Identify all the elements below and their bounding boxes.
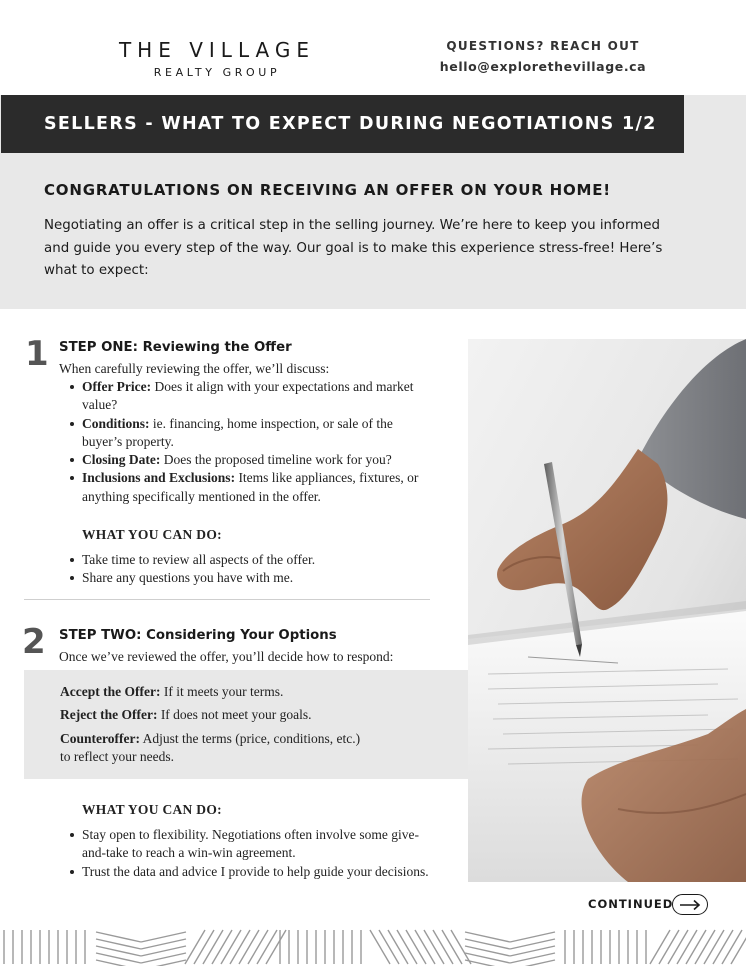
list-item: Stay open to flexibility. Negotiations often involve some give-and-take to reach a win-win agreement. (70, 826, 440, 863)
step-two-intro: Once we’ve reviewed the offer, you’ll decide how to respond: (59, 649, 394, 664)
option-counteroffer-cont: to reflect your needs. (60, 749, 174, 764)
option-reject: Reject the Offer: If does not meet your goals. (60, 707, 312, 722)
step-two-title: STEP TWO: Considering Your Options (59, 628, 337, 643)
page-title: SELLERS - WHAT TO EXPECT DURING NEGOTIATIONS 1/2 (44, 114, 657, 134)
decorative-pattern (0, 928, 746, 966)
intro-heading: CONGRATULATIONS ON RECEIVING AN OFFER ON YOUR HOME! (44, 181, 611, 199)
step-one-intro: When carefully reviewing the offer, we’ll discuss: (59, 361, 330, 376)
step-two-action-list (70, 826, 440, 881)
option-accept: Accept the Offer: If it meets your terms. (60, 684, 284, 699)
step-two-number: 2 (22, 622, 46, 662)
step-one-action-list (70, 551, 430, 588)
list-item: Trust the data and advice I provide to help guide your decisions. (70, 863, 440, 881)
continued-label[interactable]: CONTINUED (588, 897, 674, 911)
step-one-title: STEP ONE: Reviewing the Offer (59, 340, 292, 355)
step-two-what-you-can-do: WHAT YOU CAN DO: (82, 802, 222, 817)
arrow-right-icon (678, 899, 702, 911)
step-one-what-you-can-do: WHAT YOU CAN DO: (82, 527, 222, 542)
contact-email[interactable]: hello@explorethevillage.ca (439, 59, 647, 74)
list-item: Conditions: ie. financing, home inspection, or sale of the buyer’s property. (70, 415, 420, 452)
intro-paragraph: Negotiating an offer is a critical step in the selling journey. We’re here to keep you informed and guide you every step of the way. Our goal is to make this experience stress-free! Here’s what to expect: (44, 218, 663, 278)
list-item: Take time to review all aspects of the offer. (70, 551, 430, 569)
logo-main-text: THE VILLAGE (118, 38, 316, 62)
title-bar (1, 95, 684, 153)
option-counteroffer: Counteroffer: Adjust the terms (price, conditions, etc.) (60, 731, 361, 746)
options-box (24, 670, 468, 779)
list-item: Share any questions you have with me. (70, 569, 430, 587)
contact-block (428, 39, 658, 74)
step-one-discussion-list (70, 378, 420, 506)
logo-sub-text: REALTY GROUP (153, 66, 281, 79)
list-item: Offer Price: Does it align with your expectations and market value? (70, 378, 420, 415)
logo (108, 38, 326, 79)
section-divider (24, 599, 430, 600)
signing-photo (468, 339, 746, 882)
next-page-button[interactable] (672, 894, 708, 915)
list-item: Inclusions and Exclusions: Items like appliances, fixtures, or anything specifically mentioned in the offer. (70, 469, 420, 506)
contact-label: QUESTIONS? REACH OUT (446, 39, 640, 53)
list-item: Closing Date: Does the proposed timeline work for you? (70, 451, 420, 469)
step-one-number: 1 (25, 334, 49, 374)
